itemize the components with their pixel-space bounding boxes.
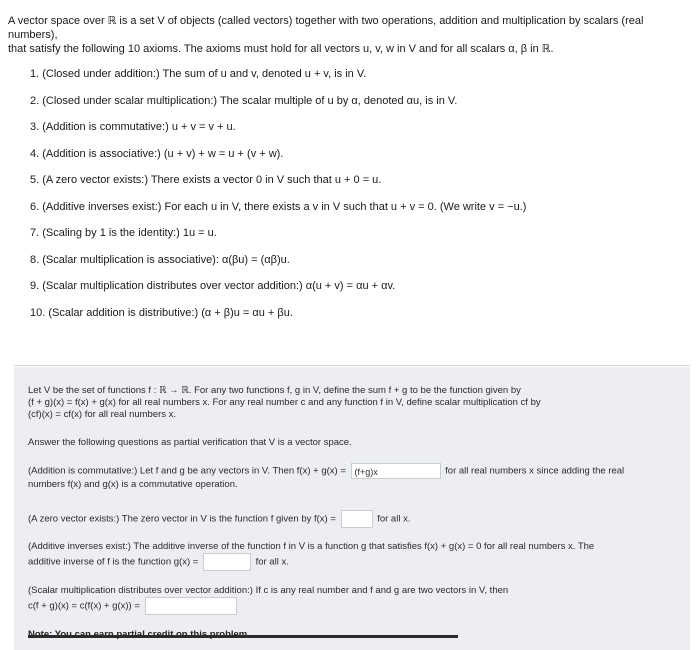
axiom-item: 2. (Closed under scalar multiplication:) The scalar multiple of u by α, denoted αu, is in V. xyxy=(30,94,458,107)
q3-prefix: additive inverse of f is the function g(x) = xyxy=(28,556,199,568)
axiom-item: 8. (Scalar multiplication is associative): α(βu) = (αβ)u. xyxy=(30,253,290,266)
axiom-item: 5. (A zero vector exists:) There exists a vector 0 in V such that u + 0 = u. xyxy=(30,174,382,186)
q4-line-1: (Scalar multiplication distributes over vector addition:) If c is any real number and f and g are two vectors in V, then xyxy=(28,585,509,596)
definition-line-1: Let V be the set of functions f : ℝ → ℝ. For any two functions f, g in V, define the sum f + g to be the function given by xyxy=(28,385,521,396)
question-distributive xyxy=(28,585,668,615)
intro-line-1: A vector space over ℝ is a set V of objects (called vectors) together with two operations, addition and multiplication by scalars (real numbers), xyxy=(8,15,644,41)
q2-suffix: for all x. xyxy=(377,513,411,525)
section-divider xyxy=(14,365,690,366)
definition-paragraph xyxy=(28,385,628,421)
q2-answer-field[interactable] xyxy=(341,510,373,528)
axiom-item: 1. (Closed under addition:) The sum of u and v, denoted u + v, is in V. xyxy=(30,68,367,80)
q2-prefix: (A zero vector exists:) The zero vector in V is the function f given by f(x) = xyxy=(28,513,336,525)
q1-answer-field[interactable]: (f+g)x xyxy=(351,463,441,479)
axiom-item: 10. (Scalar addition is distributive:) (α + β)u = αu + βu. xyxy=(30,306,293,319)
q3-line-1: (Additive inverses exist:) The additive inverse of the function f in V is a function g that satisfies f(x) + g(x) = 0 for all real numbers x. The xyxy=(28,541,595,552)
q1-line-2: numbers f(x) and g(x) is a commutative operation. xyxy=(28,479,238,490)
instruction-text: Answer the following questions as partial verification that V is a vector space. xyxy=(28,437,352,448)
note-underline xyxy=(28,635,458,638)
q1-suffix: for all real numbers x since adding the real xyxy=(445,465,625,477)
axiom-item: 6. (Additive inverses exist:) For each u in V, there exists a v in V such that u + v = 0. (We write v = −u.) xyxy=(30,200,527,213)
axiom-item: 7. (Scaling by 1 is the identity:) 1u = u. xyxy=(30,227,217,239)
q4-answer-field[interactable] xyxy=(145,597,237,615)
axiom-item: 3. (Addition is commutative:) u + v = v + u. xyxy=(30,121,236,133)
q3-suffix: for all x. xyxy=(255,556,289,568)
problem-panel xyxy=(14,367,690,650)
axiom-item: 9. (Scalar multiplication distributes over vector addition:) α(u + v) = αu + αv. xyxy=(30,280,396,292)
q1-prefix: (Addition is commutative:) Let f and g be any vectors in V. Then f(x) + g(x) = xyxy=(28,465,346,477)
intro-paragraph xyxy=(8,14,688,56)
question-commutative xyxy=(28,463,668,491)
question-zero-vector xyxy=(28,510,668,528)
axiom-list xyxy=(30,68,670,333)
intro-line-2: that satisfy the following 10 axioms. The axioms must hold for all vectors u, v, w in V and for all scalars α, β in ℝ. xyxy=(8,43,554,55)
q4-prefix: c(f + g)(x) = c(f(x) + g(x)) = xyxy=(28,600,140,612)
definition-line-2: (f + g)(x) = f(x) + g(x) for all real numbers x. For any real number c and any function f in V, define scalar multiplication cf by xyxy=(28,397,541,408)
axiom-item: 4. (Addition is associative:) (u + v) + w = u + (v + w). xyxy=(30,147,284,160)
question-additive-inverse xyxy=(28,541,668,571)
definition-line-3: (cf)(x) = cf(x) for all real numbers x. xyxy=(28,409,177,420)
q3-answer-field[interactable] xyxy=(203,553,251,571)
